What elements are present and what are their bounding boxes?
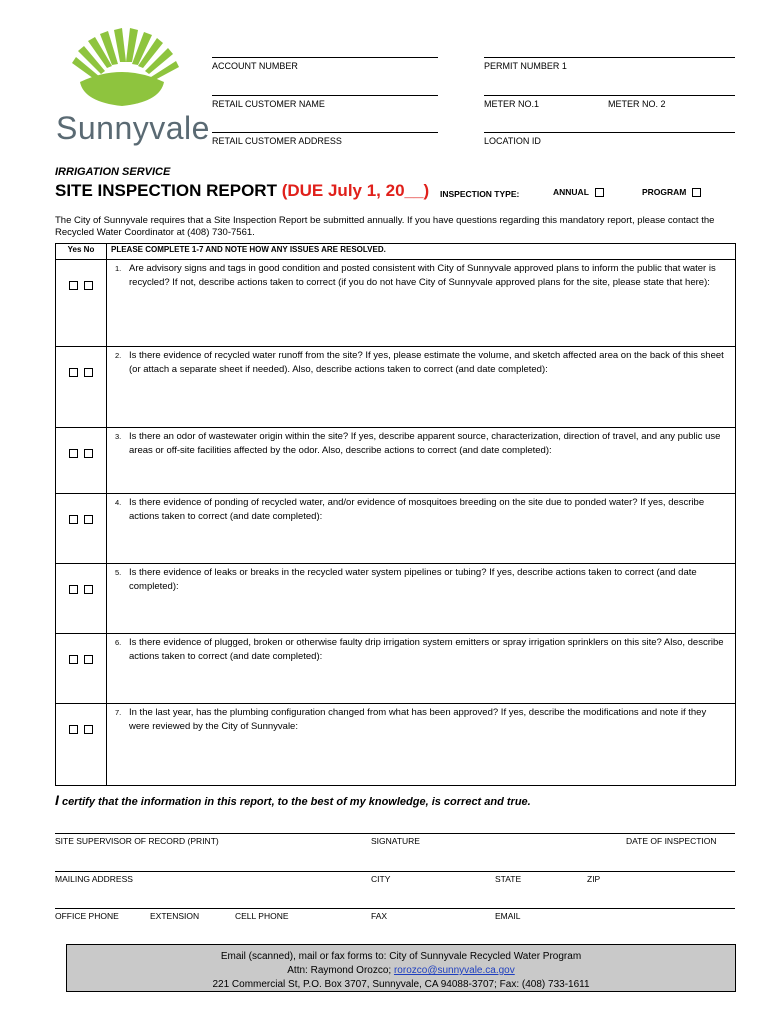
- zip-label[interactable]: ZIP: [587, 874, 601, 884]
- question-cell[interactable]: [107, 634, 736, 704]
- yes-checkbox[interactable]: [69, 585, 78, 594]
- question-number: 3.: [115, 432, 122, 441]
- question-number: 6.: [115, 638, 122, 647]
- yes-no-cell: [56, 260, 107, 347]
- question-row-5: [56, 564, 736, 634]
- question-text: Is there an odor of wastewater origin within the site? If yes, describe apparent source, characterization, direction of travel, and any public use areas or off-site facilities affected by the odor. Also, describe actions to correct (and date completed):: [129, 431, 721, 456]
- location-id-field[interactable]: [484, 132, 735, 146]
- yes-no-cell: [56, 564, 107, 634]
- no-checkbox[interactable]: [84, 368, 93, 377]
- meter-no-2-label: METER NO. 2: [608, 99, 666, 109]
- sunnyvale-logo-text: Sunnyvale: [56, 110, 210, 146]
- question-cell[interactable]: [107, 494, 736, 564]
- yes-no-cell: [56, 347, 107, 428]
- question-cell[interactable]: [107, 564, 736, 634]
- office-phone-label[interactable]: OFFICE PHONE: [55, 911, 119, 921]
- question-number: 2.: [115, 351, 122, 360]
- meter-numbers-field[interactable]: [484, 95, 735, 109]
- cell-phone-label[interactable]: CELL PHONE: [235, 911, 289, 921]
- signature-row-2: [55, 871, 735, 886]
- question-text: Are advisory signs and tags in good condition and posted consistent with City of Sunnyvale approved plans to inform the public that water is recycled? If not, describe actions taken to correct (if you do not have City of Sunnyvale approved plans for the site, please state that here):: [129, 263, 716, 288]
- question-text: Is there evidence of recycled water runoff from the site? If yes, please estimate the volume, and sketch affected area on the back of this sheet (or attach a separate sheet if needed). Also, describe actions taken to correct (and date completed):: [129, 350, 724, 375]
- question-number: 5.: [115, 568, 122, 577]
- section-label: IRRIGATION SERVICE: [55, 166, 171, 178]
- program-option[interactable]: [642, 187, 701, 197]
- annual-checkbox[interactable]: [595, 188, 604, 197]
- question-cell[interactable]: [107, 347, 736, 428]
- yes-no-cell: [56, 428, 107, 494]
- no-checkbox[interactable]: [84, 449, 93, 458]
- question-cell[interactable]: [107, 260, 736, 347]
- program-label: PROGRAM: [642, 187, 687, 197]
- question-text: Is there evidence of plugged, broken or otherwise faulty drip irrigation system emitters or spray irrigation sprinklers on this site? Also, describe actions taken to correct (and date completed):: [129, 637, 724, 662]
- permit-number-label: PERMIT NUMBER 1: [484, 61, 567, 71]
- signature-label[interactable]: SIGNATURE: [371, 836, 420, 846]
- question-text: In the last year, has the plumbing configuration changed from what has been approved? If yes, describe the modifications and note if they were reviewed by the City of Sunnyvale:: [129, 707, 707, 732]
- yes-checkbox[interactable]: [69, 515, 78, 524]
- question-row-1: [56, 260, 736, 347]
- intro-text: The City of Sunnyvale requires that a Site Inspection Report be submitted annually. If you have questions regarding this mandatory report, please contact the Recycled Water Coordinator at (408) 730-7561.: [55, 215, 715, 238]
- extension-label[interactable]: EXTENSION: [150, 911, 200, 921]
- annual-option[interactable]: [553, 187, 604, 197]
- inspection-questions-table: [55, 243, 736, 786]
- retail-customer-name-label: RETAIL CUSTOMER NAME: [212, 99, 325, 109]
- yes-no-cell: [56, 704, 107, 786]
- inspection-type-label: INSPECTION TYPE:: [440, 189, 520, 199]
- yes-no-cell: [56, 634, 107, 704]
- certification-statement: [55, 792, 531, 808]
- program-checkbox[interactable]: [692, 188, 701, 197]
- question-row-7: [56, 704, 736, 786]
- date-of-inspection-label[interactable]: DATE OF INSPECTION: [626, 836, 717, 846]
- question-cell[interactable]: [107, 704, 736, 786]
- certification-text: certify that the information in this report, to the best of my knowledge, is correct and true.: [58, 796, 531, 808]
- question-row-6: [56, 634, 736, 704]
- city-label[interactable]: CITY: [371, 874, 391, 884]
- no-checkbox[interactable]: [84, 725, 93, 734]
- yes-no-header: Yes No: [56, 244, 107, 260]
- yes-no-cell: [56, 494, 107, 564]
- retail-customer-name-field[interactable]: [212, 95, 438, 109]
- yes-checkbox[interactable]: [69, 281, 78, 290]
- question-row-3: [56, 428, 736, 494]
- meter-no-1-label: METER NO.1: [484, 99, 540, 109]
- yes-checkbox[interactable]: [69, 368, 78, 377]
- footer-line-2: [67, 964, 735, 978]
- footer-line-3: 221 Commercial St, P.O. Box 3707, Sunnyvale, CA 94088-3707; Fax: (408) 733-1611: [212, 979, 590, 990]
- title-main: SITE INSPECTION REPORT: [55, 181, 282, 200]
- title-due-date: (DUE July 1, 20__): [281, 181, 430, 200]
- footer-line-1: Email (scanned), mail or fax forms to: City of Sunnyvale Recycled Water Program: [220, 951, 582, 962]
- question-text: Is there evidence of leaks or breaks in the recycled water system pipelines or tubing? If yes, describe actions taken to correct (and date completed):: [129, 567, 697, 592]
- question-row-2: [56, 347, 736, 428]
- no-checkbox[interactable]: [84, 281, 93, 290]
- location-id-label: LOCATION ID: [484, 136, 541, 146]
- no-checkbox[interactable]: [84, 655, 93, 664]
- yes-checkbox[interactable]: [69, 655, 78, 664]
- question-cell[interactable]: [107, 428, 736, 494]
- certification-first-letter: I: [55, 792, 59, 808]
- footer-email-link[interactable]: rorozco@sunnyvale.ca.gov: [393, 965, 515, 976]
- question-number: 7.: [115, 708, 122, 717]
- retail-customer-address-label: RETAIL CUSTOMER ADDRESS: [212, 136, 342, 146]
- account-number-label: ACCOUNT NUMBER: [212, 61, 298, 71]
- yes-checkbox[interactable]: [69, 449, 78, 458]
- question-text: Is there evidence of ponding of recycled water, and/or evidence of mosquitoes breeding on the site due to ponded water? If yes, describe actions taken to correct (and date completed):: [129, 497, 705, 522]
- fax-label[interactable]: FAX: [371, 911, 388, 921]
- retail-customer-address-field[interactable]: [212, 132, 438, 146]
- question-number: 1.: [115, 264, 122, 273]
- question-row-4: [56, 494, 736, 564]
- account-number-field[interactable]: [212, 57, 438, 71]
- page-title: [55, 181, 429, 201]
- permit-number-field[interactable]: [484, 57, 735, 71]
- email-label[interactable]: EMAIL: [495, 911, 521, 921]
- mailing-address-label[interactable]: MAILING ADDRESS: [55, 874, 133, 884]
- annual-label: ANNUAL: [553, 187, 589, 197]
- supervisor-label[interactable]: SITE SUPERVISOR OF RECORD (PRINT): [55, 836, 219, 846]
- yes-checkbox[interactable]: [69, 725, 78, 734]
- question-number: 4.: [115, 498, 122, 507]
- no-checkbox[interactable]: [84, 585, 93, 594]
- no-checkbox[interactable]: [84, 515, 93, 524]
- state-label[interactable]: STATE: [495, 874, 522, 884]
- instruction-header: PLEASE COMPLETE 1-7 AND NOTE HOW ANY ISSUES ARE RESOLVED.: [107, 244, 736, 260]
- submission-footer: [66, 944, 736, 992]
- footer-attn: Attn: Raymond Orozco;: [287, 965, 394, 976]
